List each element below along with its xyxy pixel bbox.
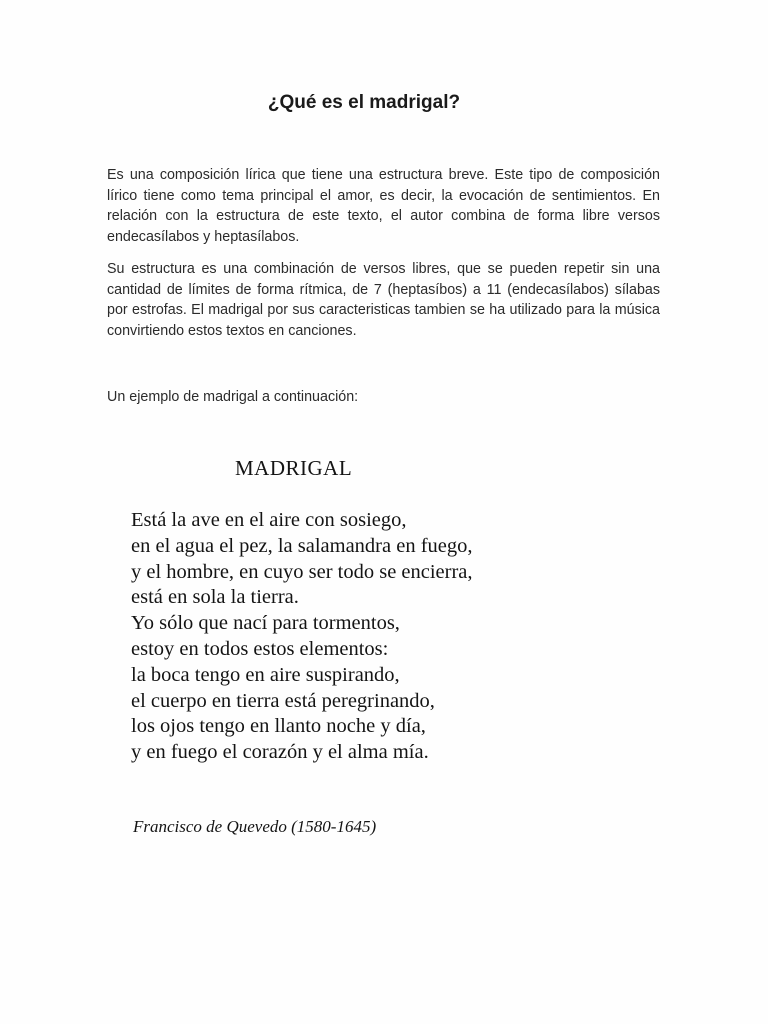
poem-line: la boca tengo en aire suspirando, [131, 663, 400, 686]
poem-line: en el agua el pez, la salamandra en fuego, [131, 534, 473, 557]
poem-verses [131, 508, 473, 766]
structure-paragraph: Su estructura es una combinación de versos libres, que se pueden repetir sin una cantidad de límites de forma rítmica, de 7 (heptasíbos) a 11 (endecasílabos) sílabas por estrofas. El madrigal por sus caracteristicas tambien se ha utilizado para la música convirtiendo estos textos en canciones. [107, 261, 660, 339]
poem-line: y en fuego el corazón y el alma mía. [131, 741, 429, 764]
example-intro-paragraph: Un ejemplo de madrigal a continuación: [107, 389, 359, 405]
poem-line: Está la ave en el aire con sosiego, [131, 509, 407, 531]
poem-author: Francisco de Quevedo (1580-1645) [133, 817, 377, 836]
intro-paragraph: Es una composición lírica que tiene una estructura breve. Este tipo de composición lírico tiene como tema principal el amor, es decir, la evocación de sentimientos. En relación con la estructura de este texto, el autor combina de forma libre versos endecasílabos y heptasílabos. [107, 167, 660, 245]
poem-line: el cuerpo en tierra está peregrinando, [131, 689, 435, 712]
poem-line: estoy en todos estos elementos: [131, 637, 389, 660]
poem-title: MADRIGAL [235, 456, 353, 480]
poem-line: y el hombre, en cuyo ser todo se encierra, [131, 560, 473, 583]
page-title: ¿Qué es el madrigal? [267, 92, 461, 113]
poem-image [107, 440, 667, 860]
poem-line: los ojos tengo en llanto noche y día, [131, 715, 426, 738]
poem-line: Yo sólo que nací para tormentos, [131, 612, 400, 635]
poem-line: está en sola la tierra. [131, 586, 299, 609]
